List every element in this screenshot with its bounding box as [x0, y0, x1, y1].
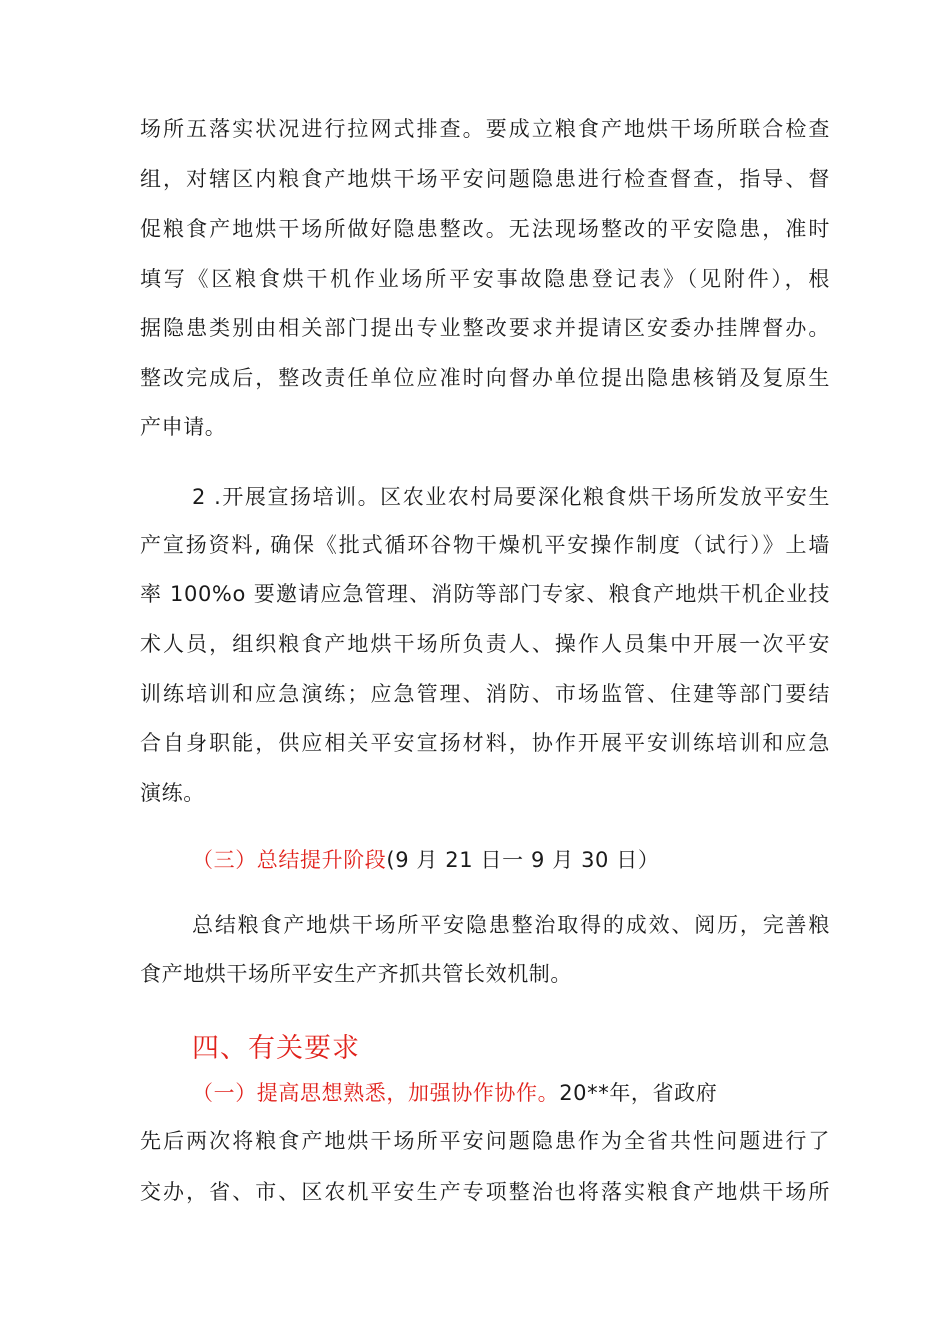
stage-3-dates: (9 月 21 日一 9 月 30 日）	[386, 848, 660, 872]
subsection-1-line	[192, 1079, 717, 1107]
paragraph-1-line-7: 产申请。	[140, 415, 227, 439]
subsection-1-label: （一）提高思想熟悉，加强协作协作。	[192, 1081, 560, 1105]
paragraph-2-line-5: 训练培训和应急演练；应急管理、消防、市场监管、住建等部门要结	[140, 682, 830, 706]
paragraph-2-line-3: 率 100%o 要邀请应急管理、消防等部门专家、粮食产地烘干机企业技	[140, 582, 830, 606]
paragraph-4-line-2: 交办，省、市、区农机平安生产专项整治也将落实粮食产地烘干场所	[140, 1180, 830, 1204]
paragraph-2-line-7: 演练。	[140, 781, 205, 805]
paragraph-2-line-1: 2 .开展宣扬培训。区农业农村局要深化粮食烘干场所发放平安生	[192, 485, 830, 509]
subsection-1-rest: 20**年，省政府	[559, 1081, 718, 1105]
paragraph-1-line-6: 整改完成后，整改责任单位应准时向督办单位提出隐患核销及复原生	[140, 366, 830, 390]
paragraph-2-line-6: 合自身职能，供应相关平安宣扬材料，协作开展平安训练培训和应急	[140, 731, 830, 755]
paragraph-1-line-5: 据隐患类别由相关部门提出专业整改要求并提请区安委办挂牌督办。	[140, 316, 830, 340]
paragraph-1-line-4: 填写《区粮食烘干机作业场所平安事故隐患登记表》（见附件），根	[140, 267, 830, 291]
paragraph-3-line-1: 总结粮食产地烘干场所平安隐患整治取得的成效、阅历，完善粮	[192, 913, 830, 937]
paragraph-3-line-2: 食产地烘干场所平安生产齐抓共管长效机制。	[140, 962, 572, 986]
stage-3-label: （三）总结提升阶段	[192, 848, 387, 872]
paragraph-1-line-3: 促粮食产地烘干场所做好隐患整改。无法现场整改的平安隐患，准时	[140, 217, 830, 241]
paragraph-1-line-2: 组，对辖区内粮食产地烘干场平安问题隐患进行检查督查，指导、督	[140, 167, 830, 191]
section-4-title: 四、有关要求	[192, 1033, 360, 1064]
paragraph-1-line-1: 场所五落实状况进行拉网式排查。要成立粮食产地烘干场所联合检查	[140, 117, 830, 141]
paragraph-4-line-1: 先后两次将粮食产地烘干场所平安问题隐患作为全省共性问题进行了	[140, 1129, 830, 1153]
paragraph-2-line-4: 术人员，组织粮食产地烘干场所负责人、操作人员集中开展一次平安	[140, 632, 830, 656]
stage-3-heading	[192, 846, 660, 874]
paragraph-2-line-2: 产宣扬资料, 确保《批式循环谷物干燥机平安操作制度（试行）》上墙	[140, 533, 830, 557]
